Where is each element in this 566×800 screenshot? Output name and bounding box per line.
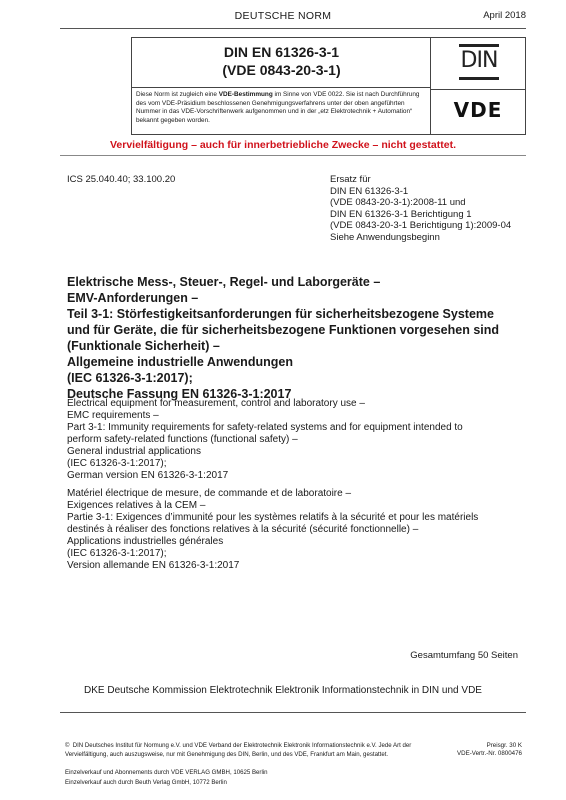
replacement-info xyxy=(330,174,511,243)
vde-note xyxy=(131,88,430,135)
din-logo-text: DIN xyxy=(460,48,498,73)
price-group: Preisgr. 30 K xyxy=(486,742,522,749)
title-french xyxy=(67,488,537,572)
title-german-line: (Funktionale Sicherheit) – xyxy=(67,339,220,353)
logo-divider xyxy=(431,89,525,90)
standard-number-box xyxy=(131,37,430,88)
title-german-line: Allgemeine industrielle Anwendungen xyxy=(67,355,293,369)
title-german-line: Elektrische Mess-, Steuer-, Regel- und Laborgeräte – xyxy=(67,275,381,289)
title-french-line: Version allemande EN 61326-3-1:2017 xyxy=(67,560,240,571)
title-english-line: (IEC 61326-3-1:2017); xyxy=(67,458,167,469)
title-english-line: German version EN 61326-3-1:2017 xyxy=(67,470,229,481)
din-logo-icon xyxy=(459,44,499,80)
title-french-line: Matériel électrique de mesure, de commande et de laboratoire – xyxy=(67,488,352,499)
title-french-line: Applications industrielles générales xyxy=(67,536,224,547)
title-french-line: destinés à réaliser des fonctions relatives à la sécurité (sécurité fonctionnelle) – xyxy=(67,524,419,535)
title-french-line: Exigences relatives à la CEM – xyxy=(67,500,206,511)
replacement-line: Siehe Anwendungsbeginn xyxy=(330,231,440,243)
copyright-icon: © xyxy=(65,743,70,749)
logo-box xyxy=(430,37,526,135)
title-english-line: EMC requirements – xyxy=(67,410,159,421)
title-german-line: Deutsche Fassung EN 61326-3-1:2017 xyxy=(67,387,292,401)
sales-line-vde: Einzelverkauf und Abonnements durch VDE VERLAG GMBH, 10625 Berlin xyxy=(65,769,268,776)
total-pages: Gesamtumfang 50 Seiten xyxy=(410,650,518,661)
replacement-line: Ersatz für xyxy=(330,174,371,185)
title-german-line: EMV-Anforderungen – xyxy=(67,291,199,305)
price-info xyxy=(457,742,522,757)
reproduction-warning: Vervielfältigung – auch für innerbetriebliche Zwecke – nicht gestattet. xyxy=(109,139,456,151)
header-rule xyxy=(60,28,526,29)
vde-classification: (VDE 0843-20-3-1) xyxy=(222,62,341,78)
publication-date: April 2018 xyxy=(483,10,526,21)
title-english-line: General industrial applications xyxy=(67,446,201,457)
title-german-line: Teil 3-1: Störfestigkeitsanforderungen für sicherheitsbezogene Systeme xyxy=(67,307,494,321)
din-logo-bar-bottom xyxy=(459,77,499,80)
document-type: DEUTSCHE NORM xyxy=(234,10,332,22)
title-german-line: und für Geräte, die für sicherheitsbezogene Funktionen vorgesehen sind xyxy=(67,323,500,337)
dke-line: DKE Deutsche Kommission Elektrotechnik Elektronik Informationstechnik in DIN und VDE xyxy=(84,685,482,696)
copyright-notice xyxy=(65,742,445,758)
page-header xyxy=(0,10,566,30)
ics-codes: ICS 25.040.40; 33.100.20 xyxy=(67,174,176,185)
title-english-line: Part 3-1: Immunity requirements for safety-related systems and for equipment intended to xyxy=(67,422,463,433)
title-french-line: Partie 3-1: Exigences d’immunité pour les systèmes relatifs à la sécurité et pour les matériels xyxy=(67,512,479,523)
title-german xyxy=(67,274,537,402)
din-logo-bar-top xyxy=(459,44,499,47)
title-german-line: (IEC 61326-3-1:2017); xyxy=(67,371,193,385)
title-english-line: Electrical equipment for measurement, control and laboratory use – xyxy=(67,398,365,409)
vde-order-number: VDE-Vertr.-Nr. 0800476 xyxy=(457,749,522,757)
title-french-line: (IEC 61326-3-1:2017); xyxy=(67,548,167,559)
title-english-line: perform safety-related functions (functional safety) – xyxy=(67,434,298,445)
replacement-line: (VDE 0843-20-3-1):2008-11 und xyxy=(330,197,466,208)
warning-rule xyxy=(60,155,526,156)
replacement-line: (VDE 0843-20-3-1 Berichtigung 1):2009-04 xyxy=(330,220,512,231)
title-english xyxy=(67,398,537,482)
vde-note-post: im Sinne von VDE 0022. Sie ist nach Durchführung des vom VDE-Präsidium beschlossenen Genehmigungsverfahrens unter der oben angeführten Nummer in das VDE-Vorschriftenwerk aufgenommen und in der „etz Elektrotechnik + Automation“ bekannt gegeben worden. xyxy=(136,91,420,124)
vde-logo-icon: VDE xyxy=(453,98,503,122)
vde-note-pre: Diese Norm ist zugleich eine xyxy=(136,91,219,98)
vde-note-bold: VDE-Bestimmung xyxy=(218,91,273,98)
footer-rule xyxy=(60,712,526,713)
standard-number: DIN EN 61326-3-1 xyxy=(223,44,340,60)
copyright-text: DIN Deutsches Institut für Normung e.V. und VDE Verband der Elektrotechnik Elektronik Informationstechnik e.V. Jede Art der Vervielfältigung, auch auszugsweise, nur mit Genehmigung des DIN, Berlin, und des VDE, Frankfurt am Main, gestattet. xyxy=(65,742,412,758)
replacement-line: DIN EN 61326-3-1 xyxy=(330,185,409,197)
replacement-line: DIN EN 61326-3-1 Berichtigung 1 xyxy=(330,208,472,220)
sales-line-beuth: Einzelverkauf auch durch Beuth Verlag GmbH, 10772 Berlin xyxy=(65,779,227,786)
